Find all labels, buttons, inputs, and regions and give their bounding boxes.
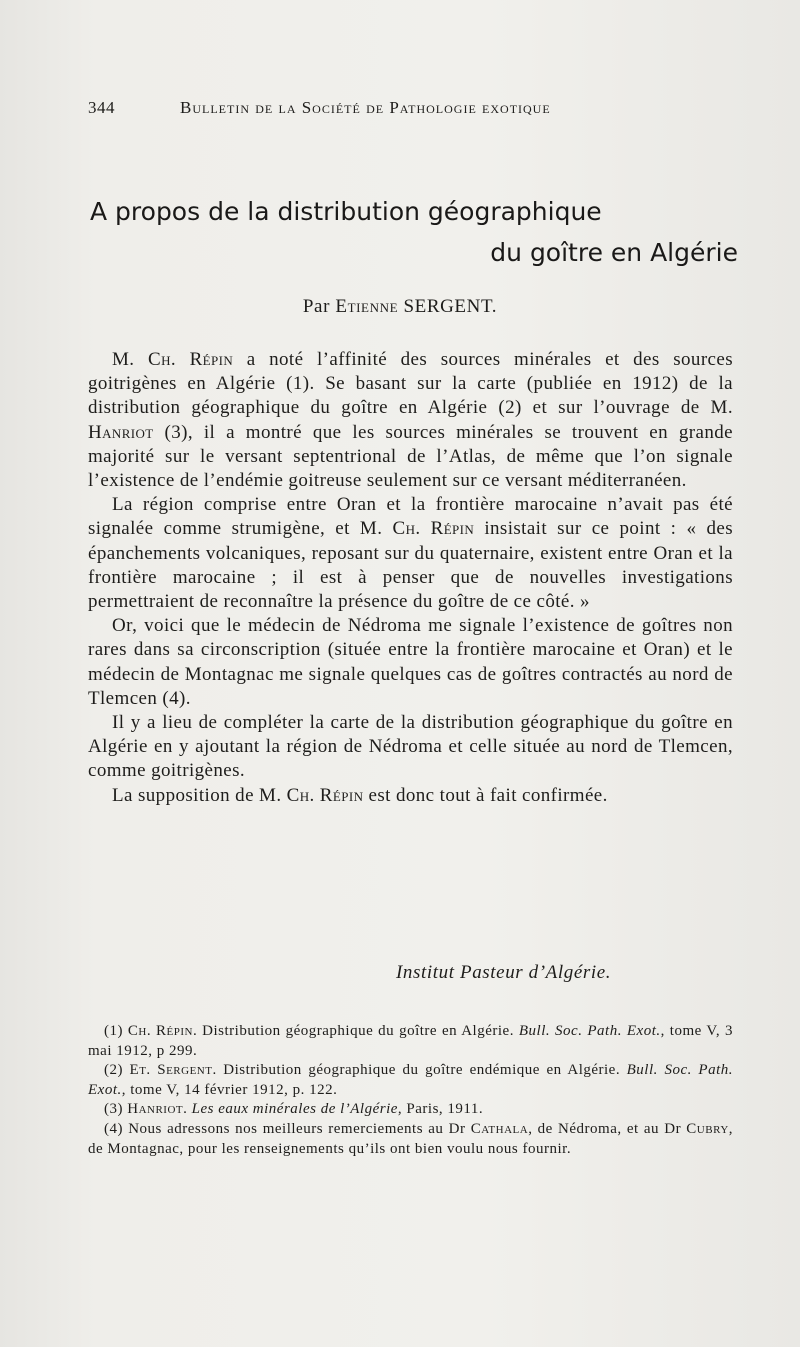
footnote-4-text2: , de Nédroma, et au Dr xyxy=(528,1120,687,1137)
footnote-1-journal: Bull. Soc. Path. Exot. xyxy=(518,1023,661,1039)
footnote-3-author: Hanriot. xyxy=(127,1101,188,1118)
p2-name: Ch. Répin xyxy=(392,518,475,540)
footnote-2-text2: , tome V, 14 février 1912, p. 122. xyxy=(121,1081,338,1098)
footnote-1-number: (1) xyxy=(104,1023,128,1039)
running-header xyxy=(88,98,648,118)
footnote-4-text1: Nous adressons nos meilleurs remerciements au Dr xyxy=(128,1120,471,1137)
footnote-4-text3: , de Montagnac, pour les renseignements qu’ils ont bien voulu nous fournir. xyxy=(88,1120,734,1157)
paragraph-4: Il y a lieu de compléter la carte de la distribution géographique du goître en Algérie en y ajoutant la région de Nédroma et celle située au nord de Tlemcen, comme goitrigènes. xyxy=(88,712,733,782)
footnote-2-author: Et. Sergent. xyxy=(129,1062,217,1079)
footnote-4 xyxy=(88,1120,733,1159)
paragraph-1 xyxy=(88,348,733,493)
page-number: 344 xyxy=(88,98,115,117)
article-title-line-1: A propos de la distribution géographique xyxy=(90,197,602,226)
p1-lead: M. xyxy=(112,349,135,370)
article-title-line-2: du goître en Algérie xyxy=(490,238,738,267)
paragraph-3: Or, voici que le médecin de Nédroma me signale l’existence de goîtres non rares dans sa circonscription (située entre la frontière marocaine et Oran) et le médecin de Montagnac me signale quelques cas de goîtres contractés au nord de Tlemcen (4). xyxy=(88,615,733,709)
author-prefix: Par xyxy=(302,296,331,317)
paragraph-2 xyxy=(88,493,733,614)
p2-text1: La région comprise entre Oran et la frontière marocaine n’avait pas été signalée comme strumigène, et M. xyxy=(88,494,733,540)
footnote-2-text1: Distribution géographique du goître endémique en Algérie. xyxy=(216,1062,627,1079)
author-line xyxy=(0,296,800,318)
running-title: Bulletin de la Société de Pathologie exotique xyxy=(180,98,551,117)
footnote-1-text2: , tome V, 3 mai 1912, p 299. xyxy=(88,1023,733,1059)
p5-name: Ch. Répin xyxy=(286,784,364,806)
author-first-name: Etienne xyxy=(335,296,399,317)
footnote-4-number: (4) xyxy=(104,1120,129,1137)
p1-name: Ch. Répin xyxy=(148,349,234,370)
p2-text2: insistait sur ce point : « des épanchements volcaniques, reposant sur du quaternaire, existent entre Oran et la frontière marocaine ; il est à penser que de nouvelles investigations permettraient de reconnaître la présence du goître de ce côté. » xyxy=(88,518,733,613)
p1-text2: (3), il a montré que les sources minérales se trouvent en grande majorité sur le versant septentrional de l’Atlas, de même que l’on signale l’existence de l’endémie goitreuse seulement sur ce versant méditerranéen. xyxy=(88,421,733,492)
footnote-4-name2: Cubry xyxy=(686,1120,729,1137)
footnote-1-text1: Distribution géographique du goître en Algérie. xyxy=(197,1023,519,1039)
footnotes xyxy=(88,1022,733,1159)
author-last-name: SERGENT. xyxy=(403,296,498,317)
footnote-2 xyxy=(88,1061,733,1100)
footnote-3 xyxy=(88,1100,733,1120)
footnote-1-author: Ch. Répin. xyxy=(127,1023,198,1039)
p1-name2: Hanriot xyxy=(88,421,154,443)
institution-signature: Institut Pasteur d’Algérie. xyxy=(396,962,612,983)
footnote-3-title: Les eaux minérales de l’Algérie xyxy=(187,1101,398,1118)
footnote-1 xyxy=(88,1022,733,1061)
p1-text1: a noté l’affinité des sources minérales et des sources goitrigènes en Algérie (1). Se basant sur la carte (publiée en 1912) de la distribution géographique du goître en Algérie (2) et sur l’ouvrage de M. xyxy=(88,349,734,419)
footnote-2-number: (2) xyxy=(104,1062,130,1079)
p5-text2: est donc tout à fait confirmée. xyxy=(363,784,608,806)
footnote-2-journal: Bull. Soc. Path. Exot. xyxy=(88,1062,733,1098)
p5-text1: La supposition de M. xyxy=(112,784,287,806)
footnote-3-text2: , Paris, 1911. xyxy=(397,1101,484,1118)
paragraph-5 xyxy=(88,784,733,808)
footnote-4-name1: Cathala xyxy=(470,1120,529,1137)
article-body xyxy=(88,348,733,808)
footnote-3-number: (3) xyxy=(104,1101,128,1118)
